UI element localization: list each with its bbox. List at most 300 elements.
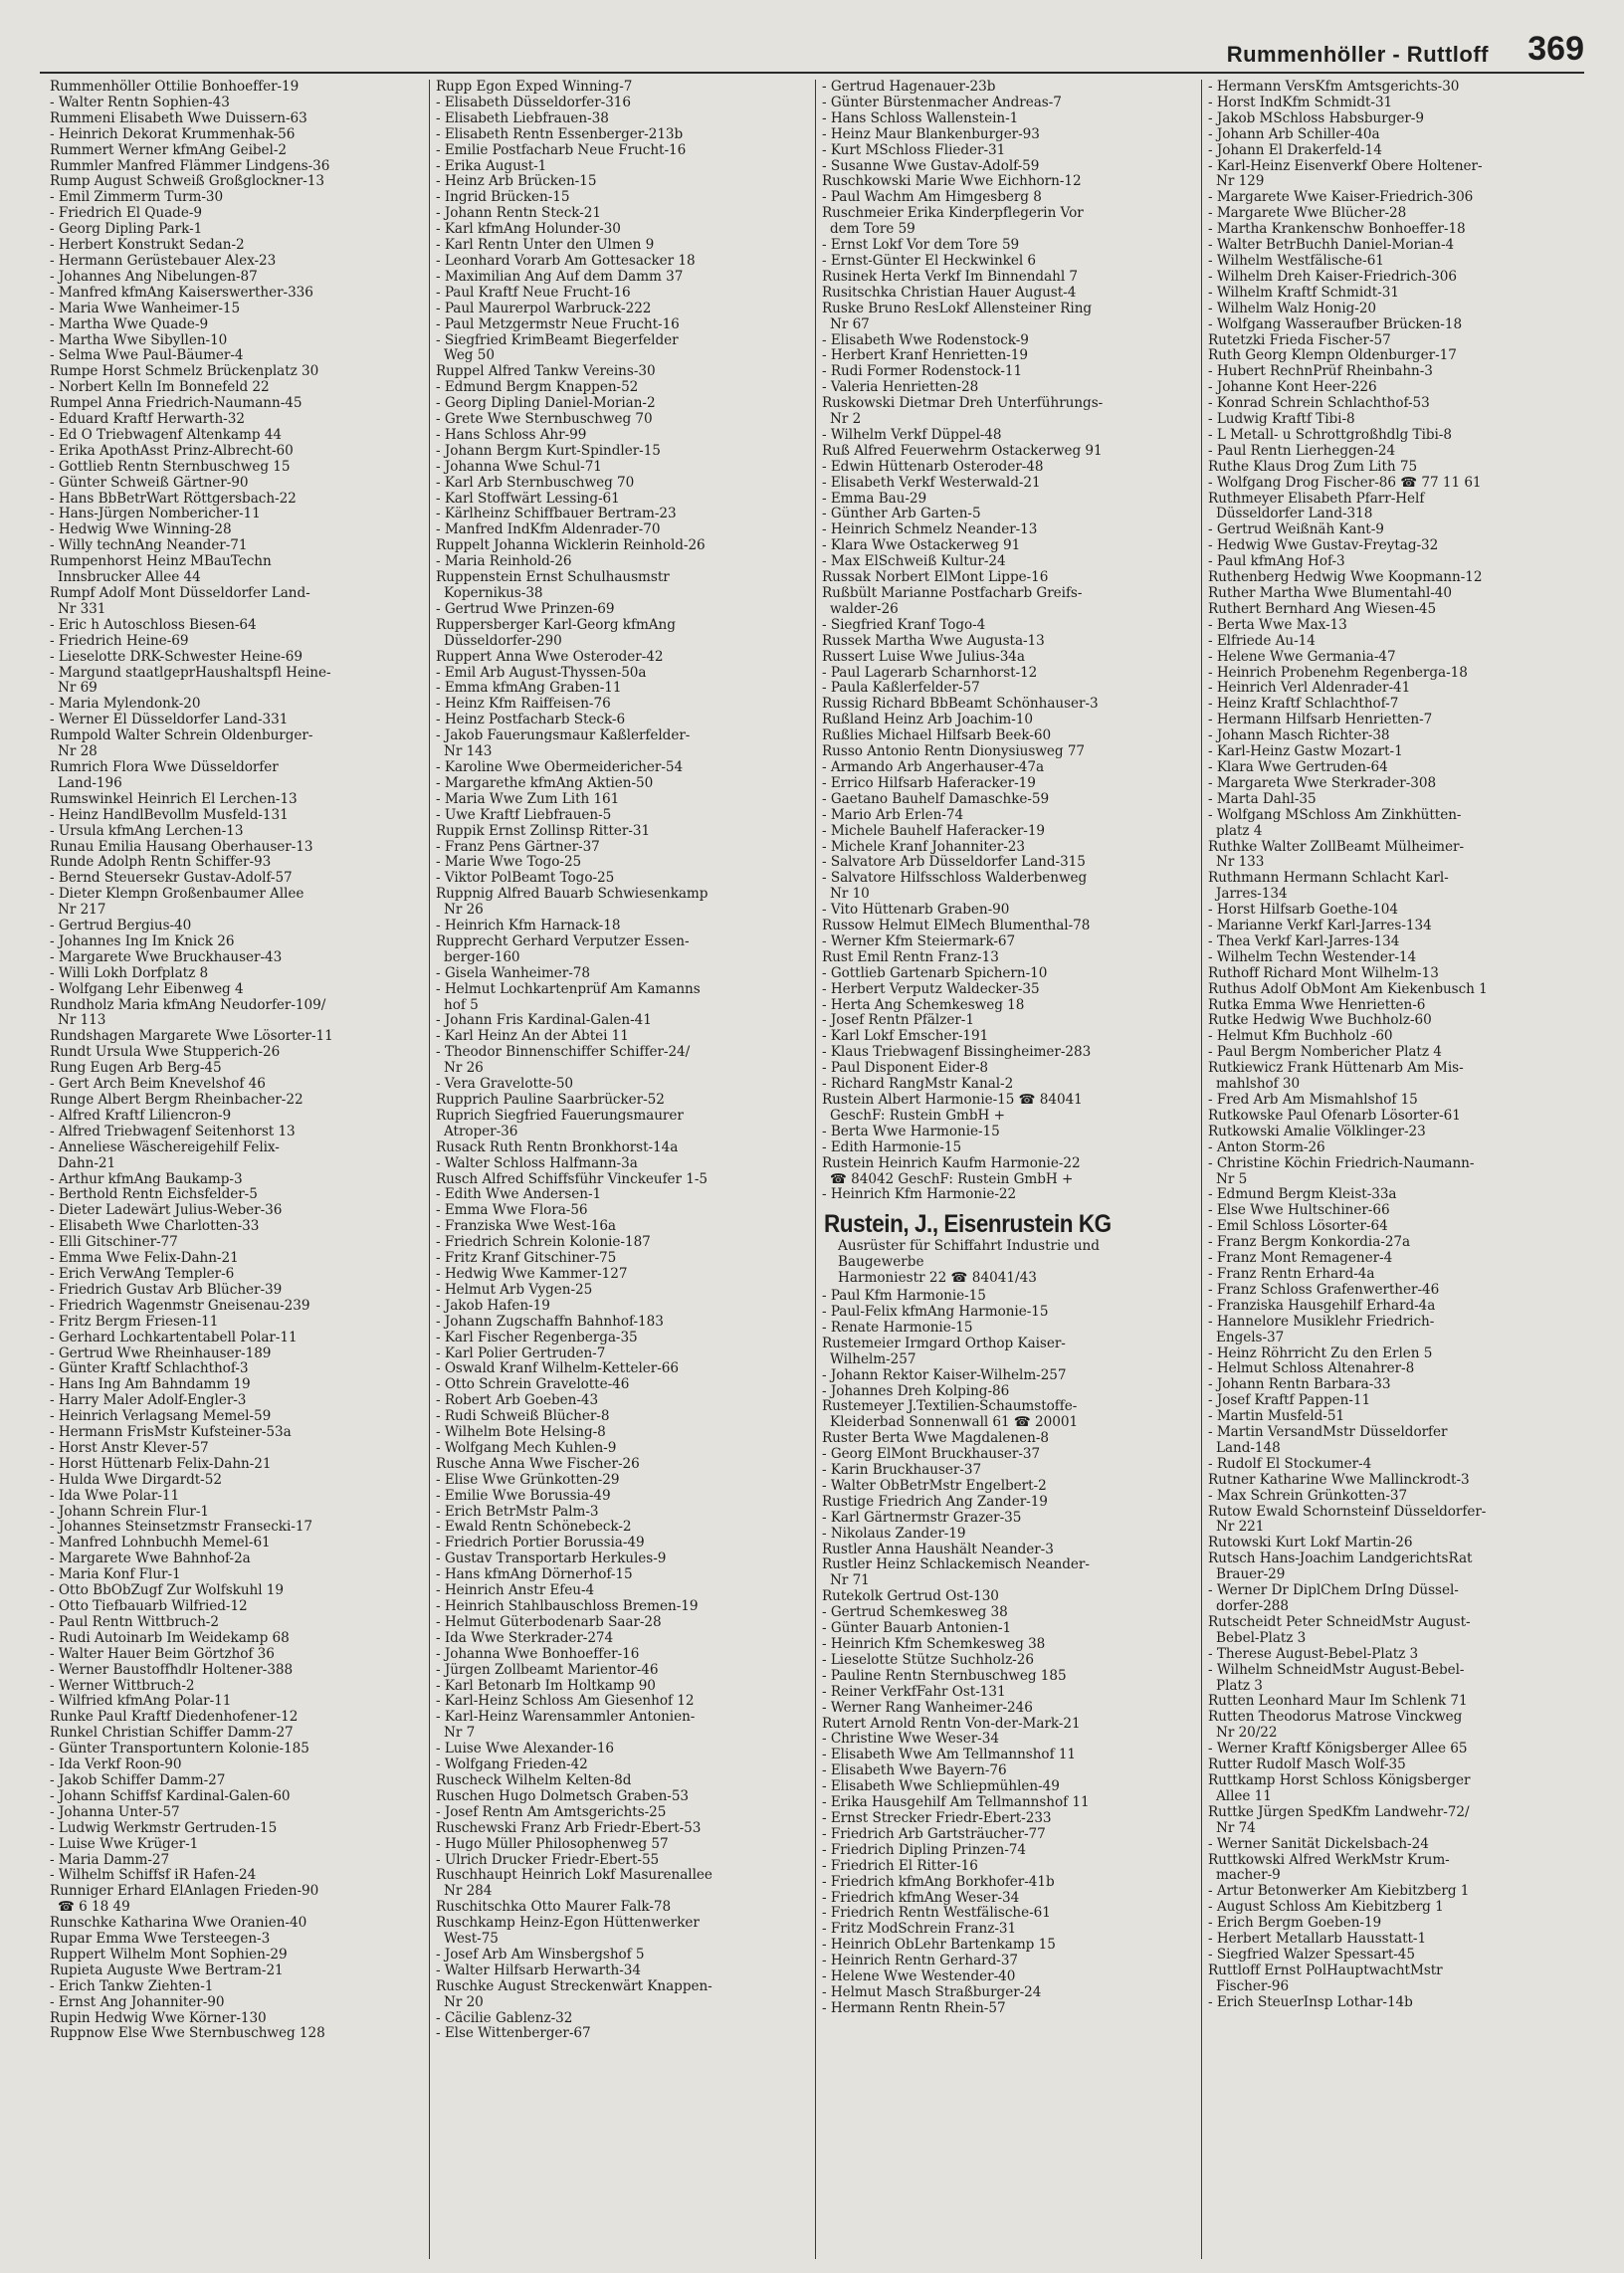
directory-entry: - Werner Sanität Dickelsbach-24 bbox=[1208, 1836, 1429, 1852]
directory-entry: Ruscheck Wilhelm Kelten-8d bbox=[436, 1772, 632, 1788]
directory-entry: - Martin VersandMstr Düsseldorfer bbox=[1208, 1425, 1448, 1441]
directory-entry: - Karl Heinz An der Abtei 11 bbox=[436, 1029, 629, 1045]
directory-entry: Nr 67 bbox=[830, 316, 870, 332]
directory-entry: - Grete Wwe Sternbuschweg 70 bbox=[436, 412, 653, 428]
directory-entry: Russek Martha Wwe Augusta-13 bbox=[822, 633, 1045, 649]
directory-entry: - Paul-Felix kfmAng Harmonie-15 bbox=[822, 1304, 1049, 1320]
directory-entry: - Jürgen Zollbeamt Marientor-46 bbox=[436, 1662, 659, 1678]
directory-entry: - Paul Bergm Nombericher Platz 4 bbox=[1208, 1045, 1442, 1061]
directory-entry: - Thea Verkf Karl-Jarres-134 bbox=[1208, 933, 1400, 949]
directory-entry: - Hans kfmAng Dörnerhof-15 bbox=[436, 1567, 633, 1583]
directory-entry: - Wolfgang Lehr Eibenweg 4 bbox=[50, 981, 244, 997]
directory-entry: - Johann Zugschaffn Bahnhof-183 bbox=[436, 1314, 664, 1330]
directory-entry: - Karoline Wwe Obermeidericher-54 bbox=[436, 759, 684, 775]
directory-entry: - Walter BetrBuchh Daniel-Morian-4 bbox=[1208, 238, 1455, 254]
directory-entry: - Uwe Kraftf Liebfrauen-5 bbox=[436, 807, 612, 823]
directory-entry: - Artur Betonwerker Am Kiebitzberg 1 bbox=[1208, 1884, 1470, 1900]
directory-entry: - Paul Wachm Am Himgesberg 8 bbox=[822, 190, 1042, 206]
directory-entry: Rumpel Anna Friedrich-Naumann-45 bbox=[50, 396, 303, 412]
directory-entry: - Paul Rentn Lierheggen-24 bbox=[1208, 443, 1396, 459]
directory-entry: - Horst Hüttenarb Felix-Dahn-21 bbox=[50, 1456, 272, 1472]
directory-entry: - Maria Wwe Zum Lith 161 bbox=[436, 791, 620, 807]
directory-entry: Rupprecht Gerhard Verputzer Essen- bbox=[436, 933, 690, 949]
directory-entry: - Fred Arb Am Mismahlshof 15 bbox=[1208, 1093, 1418, 1108]
directory-entry: - Helmut Kfm Buchholz -60 bbox=[1208, 1029, 1393, 1045]
directory-entry: - Helene Wwe Westender-40 bbox=[822, 1969, 1016, 1985]
directory-entry: - Friedrich El Ritter-16 bbox=[822, 1858, 978, 1874]
directory-entry: - Helene Wwe Germania-47 bbox=[1208, 649, 1396, 665]
directory-entry: walder-26 bbox=[830, 601, 899, 617]
directory-entry: - Werner Wittbruch-2 bbox=[50, 1678, 195, 1694]
directory-entry: - Edith Harmonie-15 bbox=[822, 1139, 962, 1155]
directory-entry: Rummenhöller Ottilie Bonhoeffer-19 bbox=[50, 80, 300, 95]
directory-entry: Rung Eugen Arb Berg-45 bbox=[50, 1061, 222, 1077]
directory-entry: - Eric h Autoschloss Biesen-64 bbox=[50, 617, 257, 633]
directory-entry: - Herbert Metallarb Hausstatt-1 bbox=[1208, 1932, 1427, 1948]
directory-entry: - Marianne Verkf Karl-Jarres-134 bbox=[1208, 919, 1432, 934]
directory-entry: Rutekolk Gertrud Ost-130 bbox=[822, 1589, 999, 1605]
directory-entry: - Johann Rektor Kaiser-Wilhelm-257 bbox=[822, 1367, 1067, 1383]
directory-entry: Kleiderbad Sonnenwall 61 ☎ 20001 bbox=[830, 1415, 1079, 1431]
directory-entry: - Hermann FrisMstr Kufsteiner-53a bbox=[50, 1425, 292, 1441]
directory-entry: ☎ 84042 GeschF: Rustein GmbH + bbox=[830, 1171, 1074, 1187]
directory-entry: - Franz Rentn Erhard-4a bbox=[1208, 1266, 1375, 1282]
directory-entry: - Gertrud Hagenauer-23b bbox=[822, 80, 996, 95]
page-number: 369 bbox=[1527, 30, 1584, 68]
directory-entry: - Johanna Unter-57 bbox=[50, 1804, 180, 1820]
advertisement-line: Baugewerbe bbox=[838, 1254, 924, 1271]
directory-entry: - Georg ElMont Bruckhauser-37 bbox=[822, 1447, 1041, 1463]
directory-entry: - Elli Gitschiner-77 bbox=[50, 1235, 178, 1251]
directory-entry: Rupar Emma Wwe Tersteegen-3 bbox=[50, 1932, 271, 1948]
directory-entry: Russak Norbert ElMont Lippe-16 bbox=[822, 570, 1049, 586]
directory-entry: Nr 7 bbox=[444, 1726, 476, 1742]
directory-entry: - Edmund Bergm Kleist-33a bbox=[1208, 1187, 1397, 1203]
directory-entry: - Valeria Henrietten-28 bbox=[822, 380, 979, 396]
directory-entry: - Helmut Schloss Altenahrer-8 bbox=[1208, 1361, 1415, 1377]
directory-entry: Russow Helmut ElMech Blumenthal-78 bbox=[822, 919, 1091, 934]
directory-entry: Ruppik Ernst Zollinsp Ritter-31 bbox=[436, 823, 651, 839]
directory-entry: Rutka Emma Wwe Henrietten-6 bbox=[1208, 997, 1426, 1013]
directory-entry: - Salvatore Hilfsschloss Walderbenweg bbox=[822, 871, 1088, 887]
directory-entry: - Berta Wwe Harmonie-15 bbox=[822, 1124, 1000, 1139]
directory-entry: - Manfred Lohnbuchh Memel-61 bbox=[50, 1536, 271, 1551]
directory-entry: - Karl Gärtnermstr Grazer-35 bbox=[822, 1510, 1022, 1526]
directory-entry: - Herbert Konstrukt Sedan-2 bbox=[50, 238, 245, 254]
directory-entry: - Erika August-1 bbox=[436, 158, 547, 174]
directory-entry: Rummler Manfred Flämmer Lindgens-36 bbox=[50, 158, 330, 174]
directory-entry: - Michele Kranf Johanniter-23 bbox=[822, 839, 1025, 855]
directory-entry: - Paul Rentn Wittbruch-2 bbox=[50, 1614, 219, 1630]
directory-entry: - Selma Wwe Paul-Bäumer-4 bbox=[50, 348, 244, 364]
directory-entry: - Max ElSchweiß Kultur-24 bbox=[822, 554, 1006, 570]
directory-entry: - Heinz Röhrricht Zu den Erlen 5 bbox=[1208, 1345, 1433, 1361]
directory-entry: - Fritz ModSchrein Franz-31 bbox=[822, 1922, 1017, 1938]
directory-entry: - Paul Disponent Eider-8 bbox=[822, 1061, 988, 1077]
directory-entry: Fischer-96 bbox=[1216, 1978, 1290, 1994]
directory-entry: - Friedrich kfmAng Weser-34 bbox=[822, 1890, 1020, 1906]
directory-entry: Rustler Heinz Schlackemisch Neander- bbox=[822, 1557, 1090, 1573]
directory-entry: - Berta Wwe Max-13 bbox=[1208, 617, 1347, 633]
directory-entry: Weg 50 bbox=[444, 348, 495, 364]
directory-entry: Nr 20/22 bbox=[1216, 1726, 1278, 1742]
directory-entry: Ruschewski Franz Arb Friedr-Ebert-53 bbox=[436, 1820, 702, 1836]
directory-entry: Düsseldorfer-290 bbox=[444, 633, 562, 649]
directory-entry: - Helmut Masch Straßburger-24 bbox=[822, 1984, 1042, 2000]
directory-entry: - Martha Wwe Quade-9 bbox=[50, 316, 209, 332]
directory-entry: dorfer-288 bbox=[1216, 1599, 1289, 1614]
directory-entry: Platz 3 bbox=[1216, 1678, 1263, 1694]
directory-entry: - Gisela Wanheimer-78 bbox=[436, 965, 590, 981]
directory-entry: - Kärlheinz Schiffbauer Bertram-23 bbox=[436, 507, 677, 522]
directory-entry: - Hedwig Wwe Winning-28 bbox=[50, 522, 232, 538]
directory-entry: Ruthoff Richard Mont Wilhelm-13 bbox=[1208, 965, 1439, 981]
directory-entry: - Johannes Ing Im Knick 26 bbox=[50, 933, 235, 949]
directory-entry: - Friedrich kfmAng Borkhofer-41b bbox=[822, 1874, 1055, 1890]
directory-entry: - Margarete Wwe Blücher-28 bbox=[1208, 206, 1407, 222]
directory-entry: - Hedwig Wwe Kammer-127 bbox=[436, 1266, 628, 1282]
directory-entry: - Heinrich Anstr Efeu-4 bbox=[436, 1583, 595, 1599]
directory-entry: - Ursula kfmAng Lerchen-13 bbox=[50, 823, 244, 839]
directory-entry: - Maria Mylendonk-20 bbox=[50, 697, 201, 713]
directory-entry: - Paul Metzgermstr Neue Frucht-16 bbox=[436, 316, 680, 332]
directory-entry: - Wilhelm Verkf Düppel-48 bbox=[822, 427, 1002, 443]
directory-entry: - Rudi Former Rodenstock-11 bbox=[822, 364, 1023, 380]
directory-entry: - Ida Wwe Sterkrader-274 bbox=[436, 1630, 614, 1646]
directory-entry: - Robert Arb Goeben-43 bbox=[436, 1393, 599, 1409]
directory-entry: Ruschkowski Marie Wwe Eichhorn-12 bbox=[822, 174, 1082, 190]
directory-entry: Allee 11 bbox=[1216, 1788, 1272, 1804]
directory-entry: Brauer-29 bbox=[1216, 1567, 1286, 1583]
directory-entry: Rutsch Hans-Joachim LandgerichtsRat bbox=[1208, 1551, 1473, 1567]
directory-entry: - Edmund Bergm Knappen-52 bbox=[436, 380, 639, 396]
directory-entry: Ruttloff Ernst PolHauptwachtMstr bbox=[1208, 1963, 1443, 1978]
directory-entry: - Emilie Postfacharb Neue Frucht-16 bbox=[436, 142, 687, 158]
directory-entry: - Werner Baustoffhdlr Holtener-388 bbox=[50, 1662, 294, 1678]
directory-entry: - Lieselotte Stütze Suchholz-26 bbox=[822, 1652, 1034, 1668]
directory-entry: - Johann Rentn Steck-21 bbox=[436, 206, 601, 222]
directory-entry: - Josef Arb Am Winsbergshof 5 bbox=[436, 1947, 645, 1963]
directory-entry: Runde Adolph Rentn Schiffer-93 bbox=[50, 855, 272, 871]
directory-entry: - Heinz Maur Blankenburger-93 bbox=[822, 126, 1040, 142]
directory-entry: Rustein Albert Harmonie-15 ☎ 84041 bbox=[822, 1093, 1083, 1108]
directory-entry: Rutke Hedwig Wwe Buchholz-60 bbox=[1208, 1013, 1432, 1029]
directory-entry: - Paula Kaßlerfelder-57 bbox=[822, 681, 980, 697]
directory-entry: Rusche Anna Wwe Fischer-26 bbox=[436, 1456, 640, 1472]
directory-entry: - Jakob Hafen-19 bbox=[436, 1298, 550, 1314]
directory-entry: Atroper-36 bbox=[444, 1124, 518, 1139]
page-header bbox=[40, 28, 1584, 74]
directory-entry: - Karl Stoffwärt Lessing-61 bbox=[436, 491, 620, 507]
directory-entry: - Gertrud Wwe Rheinhauser-189 bbox=[50, 1345, 272, 1361]
directory-entry: - Emma kfmAng Graben-11 bbox=[436, 681, 622, 697]
directory-entry: - Willy technAng Neander-71 bbox=[50, 538, 248, 554]
directory-entry: - Elisabeth Verkf Westerwald-21 bbox=[822, 475, 1041, 491]
directory-entry: - Hans Ing Am Bahndamm 19 bbox=[50, 1377, 251, 1393]
directory-entry: Ruprich Siegfried Fauerungsmaurer bbox=[436, 1108, 684, 1124]
directory-entry: - Siegfried Kranf Togo-4 bbox=[822, 617, 986, 633]
directory-entry: - Martin Musfeld-51 bbox=[1208, 1409, 1345, 1425]
directory-entry: - Erich Tankw Ziehten-1 bbox=[50, 1978, 214, 1994]
directory-entry: Ruthe Klaus Drog Zum Lith 75 bbox=[1208, 459, 1418, 475]
directory-entry: Ruthke Walter ZollBeamt Mülheimer- bbox=[1208, 839, 1465, 855]
directory-entry: - Walter ObBetrMstr Engelbert-2 bbox=[822, 1478, 1047, 1494]
directory-entry: - Anneliese Wäschereigehilf Felix- bbox=[50, 1139, 280, 1155]
directory-entry: Rutscheidt Peter SchneidMstr August- bbox=[1208, 1614, 1471, 1630]
directory-entry: - Wilfried kfmAng Polar-11 bbox=[50, 1694, 232, 1710]
directory-entry: - Gertrud Bergius-40 bbox=[50, 919, 192, 934]
directory-entry: - Ernst Ang Johanniter-90 bbox=[50, 1994, 225, 2010]
directory-entry: Rumpold Walter Schrein Oldenburger- bbox=[50, 728, 313, 744]
directory-entry: - Friedrich Schrein Kolonie-187 bbox=[436, 1235, 651, 1251]
directory-entry: - Heinrich Kfm Harnack-18 bbox=[436, 919, 621, 934]
directory-entry: - Heinz Arb Brücken-15 bbox=[436, 174, 597, 190]
directory-entry: - Christine Wwe Weser-34 bbox=[822, 1732, 999, 1748]
directory-entry: Rusitschka Christian Hauer August-4 bbox=[822, 285, 1077, 301]
directory-entry: Land-196 bbox=[58, 775, 122, 791]
directory-entry: Ruth Georg Klempn Oldenburger-17 bbox=[1208, 348, 1457, 364]
directory-entry: Ruschmeier Erika Kinderpflegerin Vor bbox=[822, 206, 1084, 222]
directory-entry: - Vito Hüttenarb Graben-90 bbox=[822, 903, 1010, 919]
directory-entry: Rumrich Flora Wwe Düsseldorfer bbox=[50, 759, 279, 775]
directory-entry: - Gustav Transportarb Herkules-9 bbox=[436, 1551, 667, 1567]
directory-entry: Nr 133 bbox=[1216, 855, 1265, 871]
directory-entry: Ruschen Hugo Dolmetsch Graben-53 bbox=[436, 1788, 690, 1804]
directory-entry: - Georg Dipling Park-1 bbox=[50, 222, 203, 238]
directory-entry: - Rudi Schweiß Blücher-8 bbox=[436, 1409, 610, 1425]
directory-entry: Nr 28 bbox=[58, 744, 98, 760]
directory-entry: - Ludwig Werkmstr Gertruden-15 bbox=[50, 1820, 278, 1836]
directory-entry: Runke Paul Kraftf Diedenhofener-12 bbox=[50, 1710, 299, 1726]
directory-entry: - Karl Arb Sternbuschweg 70 bbox=[436, 475, 635, 491]
directory-entry: Ruppenstein Ernst Schulhausmstr bbox=[436, 570, 670, 586]
directory-entry: - Walter Hilfsarb Herwarth-34 bbox=[436, 1963, 641, 1978]
directory-entry: Nr 2 bbox=[830, 412, 862, 428]
directory-entry: Ruthenberg Hedwig Wwe Koopmann-12 bbox=[1208, 570, 1483, 586]
directory-entry: - Heinz Postfacharb Steck-6 bbox=[436, 713, 626, 728]
directory-entry: - Luise Wwe Alexander-16 bbox=[436, 1742, 615, 1757]
directory-entry: - Bernd Steuersekr Gustav-Adolf-57 bbox=[50, 871, 293, 887]
directory-entry: - Errico Hilfsarb Haferacker-19 bbox=[822, 775, 1036, 791]
directory-entry: Rusinek Herta Verkf Im Binnendahl 7 bbox=[822, 269, 1079, 285]
directory-entry: - Ernst-Günter El Heckwinkel 6 bbox=[822, 253, 1036, 269]
directory-entry: - Otto BbObZugf Zur Wolfskuhl 19 bbox=[50, 1583, 285, 1599]
directory-entry: - Fritz Kranf Gitschiner-75 bbox=[436, 1251, 617, 1267]
directory-entry: - Gertrud Schemkesweg 38 bbox=[822, 1605, 1008, 1621]
directory-entry: - Johannes Steinsetzmstr Fransecki-17 bbox=[50, 1520, 313, 1536]
directory-entry: - Johann Schiffsf Kardinal-Galen-60 bbox=[50, 1788, 291, 1804]
directory-entry: - Johannes Dreh Kolping-86 bbox=[822, 1383, 1010, 1399]
directory-entry: - Ulrich Drucker Friedr-Ebert-55 bbox=[436, 1852, 660, 1868]
directory-entry: - Johann El Drakerfeld-14 bbox=[1208, 142, 1382, 158]
directory-entry: - Margarete Wwe Bahnhof-2a bbox=[50, 1551, 251, 1567]
directory-entry: - Elisabeth Wwe Rodenstock-9 bbox=[822, 332, 1029, 348]
directory-entry: - Erich SteuerInsp Lothar-14b bbox=[1208, 1994, 1413, 2010]
directory-entry: Ruthmann Hermann Schlacht Karl- bbox=[1208, 871, 1449, 887]
directory-entry: macher-9 bbox=[1216, 1868, 1281, 1884]
directory-entry: Ruttkowski Alfred WerkMstr Krum- bbox=[1208, 1852, 1450, 1868]
directory-entry: Ruthus Adolf ObMont Am Kiekenbusch 1 bbox=[1208, 981, 1488, 997]
directory-entry: - Rudi Autoinarb Im Weidekamp 68 bbox=[50, 1630, 290, 1646]
directory-entry: - Heinrich Probenehm Regenberga-18 bbox=[1208, 665, 1468, 681]
directory-entry: Ruttkamp Horst Schloss Königsberger bbox=[1208, 1772, 1471, 1788]
directory-entry: Russo Antonio Rentn Dionysiusweg 77 bbox=[822, 744, 1086, 760]
directory-entry: - Else Wwe Hultschiner-66 bbox=[1208, 1203, 1390, 1219]
directory-entry: - Jakob MSchloss Habsburger-9 bbox=[1208, 110, 1424, 126]
directory-entry: - Mario Arb Erlen-74 bbox=[822, 807, 964, 823]
directory-entry: - Gert Arch Beim Knevelshof 46 bbox=[50, 1077, 266, 1093]
directory-entry: - Heinrich Rentn Gerhard-37 bbox=[822, 1954, 1019, 1969]
directory-entry: - Johann Schrein Flur-1 bbox=[50, 1504, 210, 1520]
directory-entry: - Heinrich Kfm Schemkesweg 38 bbox=[822, 1637, 1046, 1652]
directory-entry: - Emil Arb August-Thyssen-50a bbox=[436, 665, 647, 681]
directory-entry: Ruthmeyer Elisabeth Pfarr-Helf bbox=[1208, 491, 1425, 507]
directory-entry: - Hedwig Wwe Gustav-Freytag-32 bbox=[1208, 538, 1439, 554]
directory-entry: Kopernikus-38 bbox=[444, 586, 543, 601]
directory-entry: - Elisabeth Liebfrauen-38 bbox=[436, 110, 609, 126]
directory-entry: - Emilie Wwe Borussia-49 bbox=[436, 1488, 611, 1504]
directory-entry: - Friedrich Wagenmstr Gneisenau-239 bbox=[50, 1298, 310, 1314]
directory-entry: - Maria Wwe Wanheimer-15 bbox=[50, 301, 241, 316]
directory-entry: Rusack Ruth Rentn Bronkhorst-14a bbox=[436, 1139, 679, 1155]
directory-entry: - Walter Rentn Sophien-43 bbox=[50, 95, 230, 110]
directory-entry: - Heinrich Kfm Harmonie-22 bbox=[822, 1187, 1017, 1203]
directory-entry: - Herbert Kranf Henrietten-19 bbox=[822, 348, 1028, 364]
directory-entry: - Ernst Lokf Vor dem Tore 59 bbox=[822, 238, 1020, 254]
directory-entry: - Karl-Heinz Schloss Am Giesenhof 12 bbox=[436, 1694, 695, 1710]
directory-entry: Rundholz Maria kfmAng Neudorfer-109/ bbox=[50, 997, 326, 1013]
directory-entry: - Max Schrein Grünkotten-37 bbox=[1208, 1488, 1408, 1504]
directory-entry: Rutkiewicz Frank Hüttenarb Am Mis- bbox=[1208, 1061, 1464, 1077]
directory-entry: - Elisabeth Rentn Essenberger-213b bbox=[436, 126, 684, 142]
directory-entry: - Fritz Bergm Friesen-11 bbox=[50, 1314, 219, 1330]
directory-entry: Ruster Berta Wwe Magdalenen-8 bbox=[822, 1431, 1049, 1447]
directory-entry: - Johannes Ang Nibelungen-87 bbox=[50, 269, 258, 285]
directory-entry: - Edith Wwe Andersen-1 bbox=[436, 1187, 602, 1203]
directory-entry: Jarres-134 bbox=[1216, 887, 1288, 903]
directory-entry: - Norbert Kelln Im Bonnefeld 22 bbox=[50, 380, 270, 396]
directory-entry: - Johanna Wwe Bonhoeffer-16 bbox=[436, 1646, 640, 1662]
directory-entry: Rupprich Pauline Saarbrücker-52 bbox=[436, 1093, 665, 1108]
directory-entry: - Otto Tiefbauarb Wilfried-12 bbox=[50, 1599, 248, 1614]
directory-entry: Dahn-21 bbox=[58, 1155, 116, 1171]
directory-entry: Nr 20 bbox=[444, 1994, 484, 2010]
directory-entry: - Margarete Wwe Bruckhauser-43 bbox=[50, 949, 283, 965]
directory-entry: - Hubert RechnPrüf Rheinbahn-3 bbox=[1208, 364, 1433, 380]
directory-entry: Nr 69 bbox=[58, 681, 98, 697]
directory-entry: - Karl kfmAng Holunder-30 bbox=[436, 222, 621, 238]
directory-entry: - Martha Wwe Sibyllen-10 bbox=[50, 332, 228, 348]
directory-entry: Rutow Ewald Schornsteinf Düsseldorfer- bbox=[1208, 1504, 1487, 1520]
directory-entry: Runschke Katharina Wwe Oranien-40 bbox=[50, 1916, 307, 1932]
directory-entry: - Luise Wwe Krüger-1 bbox=[50, 1836, 199, 1852]
directory-entry: - Jakob Fauerungsmaur Kaßlerfelder- bbox=[436, 728, 691, 744]
directory-entry: - Maria Damm-27 bbox=[50, 1852, 170, 1868]
directory-entry: - Leonhard Vorarb Am Gottesacker 18 bbox=[436, 253, 696, 269]
directory-entry: Rutetzki Frieda Fischer-57 bbox=[1208, 332, 1391, 348]
directory-entry: - Erika Hausgehilf Am Tellmannshof 11 bbox=[822, 1795, 1090, 1811]
directory-entry: Nr 217 bbox=[58, 903, 106, 919]
directory-entry: - Paul Kfm Harmonie-15 bbox=[822, 1289, 986, 1305]
directory-entry: - Walter Hauer Beim Görtzhof 36 bbox=[50, 1646, 275, 1662]
directory-entry: - Margarethe kfmAng Aktien-50 bbox=[436, 775, 654, 791]
directory-entry: - Horst IndKfm Schmidt-31 bbox=[1208, 95, 1393, 110]
directory-entry: Nr 26 bbox=[444, 903, 484, 919]
advertisement-block bbox=[822, 1209, 1193, 1287]
directory-entry: Rußland Heinz Arb Joachim-10 bbox=[822, 713, 1033, 728]
directory-entry: - Friedrich Arb Gartsträucher-77 bbox=[822, 1826, 1046, 1842]
directory-entry: - L Metall- u Schrottgroßhdlg Tibi-8 bbox=[1208, 427, 1452, 443]
directory-entry: Rutkowske Paul Ofenarb Lösorter-61 bbox=[1208, 1108, 1461, 1124]
directory-entry: Rustemeier Irmgard Orthop Kaiser- bbox=[822, 1336, 1066, 1351]
directory-entry: - Michele Bauhelf Haferacker-19 bbox=[822, 823, 1046, 839]
directory-entry: Ruschitschka Otto Maurer Falk-78 bbox=[436, 1900, 672, 1916]
directory-entry: - Wilhelm Bote Helsing-8 bbox=[436, 1425, 606, 1441]
directory-entry: Rummert Werner kfmAng Geibel-2 bbox=[50, 142, 287, 158]
directory-entry: Rutner Katharine Wwe Mallinckrodt-3 bbox=[1208, 1472, 1470, 1488]
directory-entry: - Elisabeth Düsseldorfer-316 bbox=[436, 95, 631, 110]
directory-entry: Nr 129 bbox=[1216, 174, 1265, 190]
directory-entry: - Dieter Klempn Großenbaumer Allee bbox=[50, 887, 304, 903]
directory-entry: - Johanna Wwe Schul-71 bbox=[436, 459, 602, 475]
directory-entry: - Ida Verkf Roon-90 bbox=[50, 1757, 182, 1773]
directory-entry: - Karl Rentn Unter den Ulmen 9 bbox=[436, 238, 655, 254]
directory-entry: - Wilhelm Westfälische-61 bbox=[1208, 253, 1384, 269]
directory-entry: - Martha Krankenschw Bonhoeffer-18 bbox=[1208, 222, 1466, 238]
directory-entry: Nr 113 bbox=[58, 1013, 106, 1029]
directory-entry: - Emil Schloss Lösorter-64 bbox=[1208, 1219, 1388, 1235]
directory-entry: - Siegfried KrimBeamt Biegerfelder bbox=[436, 332, 679, 348]
directory-entry: - Edwin Hüttenarb Osteroder-48 bbox=[822, 459, 1044, 475]
directory-entry: Rumpf Adolf Mont Düsseldorfer Land- bbox=[50, 586, 310, 601]
directory-entry: - Reiner VerkfFahr Ost-131 bbox=[822, 1684, 1006, 1700]
directory-entry: Runniger Erhard ElAnlagen Frieden-90 bbox=[50, 1884, 319, 1900]
directory-entry: - Werner El Düsseldorfer Land-331 bbox=[50, 713, 289, 728]
directory-entry: - Heinrich Verl Aldenrader-41 bbox=[1208, 681, 1411, 697]
directory-entry: dem Tore 59 bbox=[830, 222, 915, 238]
directory-entry: - Franz Bergm Konkordia-27a bbox=[1208, 1235, 1411, 1251]
directory-entry: - Wilhelm Walz Honig-20 bbox=[1208, 301, 1377, 316]
directory-entry: - Heinrich Stahlbauschloss Bremen-19 bbox=[436, 1599, 699, 1614]
directory-entry: - Elisabeth Wwe Charlotten-33 bbox=[50, 1219, 260, 1235]
directory-entry: - Helmut Güterbodenarb Saar-28 bbox=[436, 1614, 662, 1630]
directory-entry: - Wolfgang Mech Kuhlen-9 bbox=[436, 1440, 617, 1456]
directory-entry: - Theodor Binnenschiffer Schiffer-24/ bbox=[436, 1045, 691, 1061]
directory-entry: - Heinz Kraftf Schlachthof-7 bbox=[1208, 697, 1399, 713]
directory-entry: Rutert Arnold Rentn Von-der-Mark-21 bbox=[822, 1716, 1081, 1732]
directory-entry: - Wilhelm Techn Westender-14 bbox=[1208, 949, 1417, 965]
directory-entry: - Johann Rentn Barbara-33 bbox=[1208, 1377, 1391, 1393]
directory-entry: - Pauline Rentn Sternbuschweg 185 bbox=[822, 1668, 1067, 1684]
directory-entry: - Friedrich Rentn Westfälische-61 bbox=[822, 1906, 1051, 1922]
directory-entry: - Gertrud Wwe Prinzen-69 bbox=[436, 601, 615, 617]
directory-entry: Rummeni Elisabeth Wwe Duissern-63 bbox=[50, 110, 307, 126]
directory-entry: - Werner Rang Wanheimer-246 bbox=[822, 1700, 1033, 1716]
directory-entry: - Hans Schloss Ahr-99 bbox=[436, 427, 587, 443]
directory-entry: - Ludwig Kraftf Tibi-8 bbox=[1208, 412, 1355, 428]
directory-entry: - Paul Maurerpol Warbruck-222 bbox=[436, 301, 652, 316]
directory-entry: Rupieta Auguste Wwe Bertram-21 bbox=[50, 1963, 284, 1978]
directory-entry: hof 5 bbox=[444, 997, 479, 1013]
directory-entry: - Karl Betonarb Im Holtkamp 90 bbox=[436, 1678, 656, 1694]
directory-entry: Land-148 bbox=[1216, 1440, 1281, 1456]
directory-entry: - Hans BbBetrWart Röttgersbach-22 bbox=[50, 491, 297, 507]
directory-entry: GeschF: Rustein GmbH + bbox=[830, 1108, 1005, 1124]
directory-entry: - Günter Bauarb Antonien-1 bbox=[822, 1621, 1012, 1637]
directory-entry: - Elfriede Au-14 bbox=[1208, 633, 1316, 649]
column-4 bbox=[1202, 80, 1588, 2259]
directory-entry: - Georg Dipling Daniel-Morian-2 bbox=[436, 396, 656, 412]
